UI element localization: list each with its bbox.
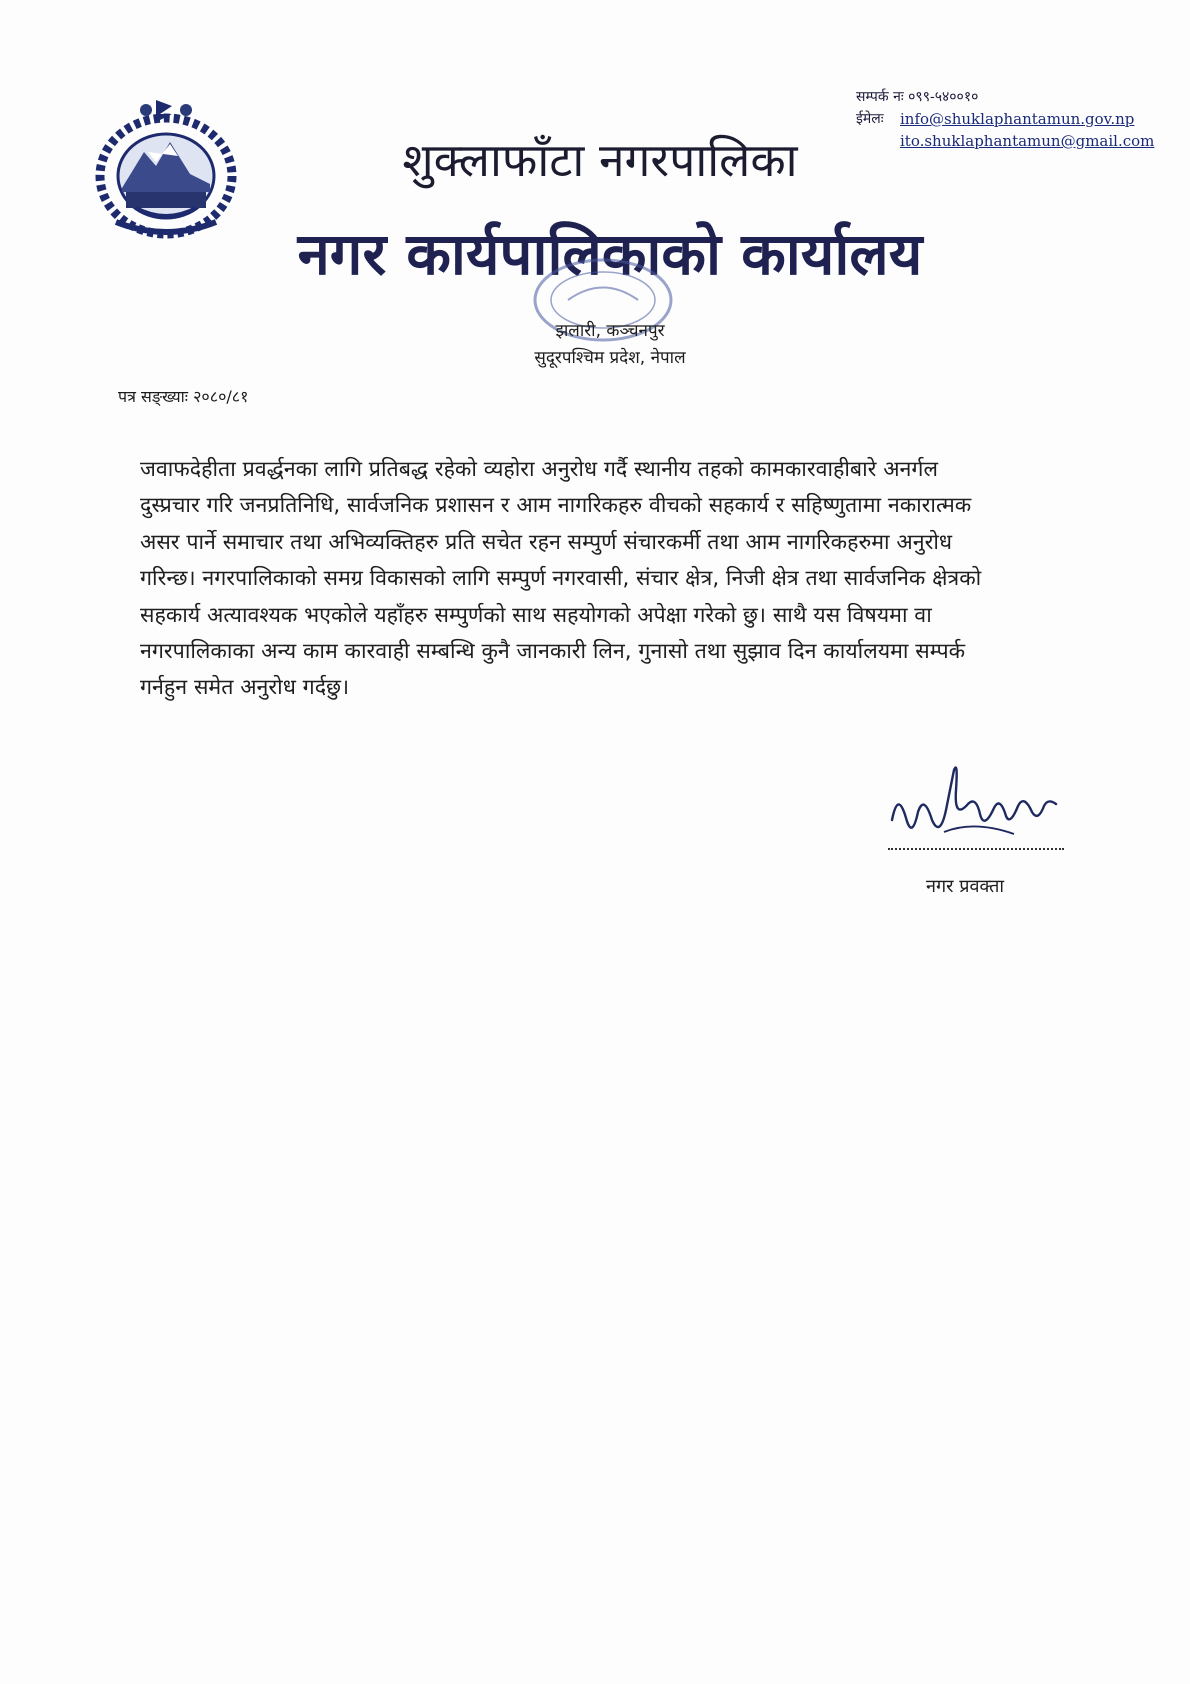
office-name: नगर कार्यपालिकाको कार्यालय [297, 220, 923, 288]
signature-line [888, 848, 1064, 850]
signature-icon [884, 760, 1064, 860]
address-line-2: सुदूरपश्चिम प्रदेश, नेपाल [534, 348, 686, 368]
body-line: जवाफदेहीता प्रवर्द्धनका लागि प्रतिबद्ध रहेको व्यहोरा अनुरोध गर्दै स्थानीय तहको कामकारवाहीबारे अनर्गल [140, 457, 938, 482]
signatory-designation: नगर प्रवक्ता [926, 876, 1005, 897]
address-line-1: झलारी, कञ्चनपुर [555, 321, 665, 341]
email-link-info[interactable]: info@shuklaphantamun.gov.np [900, 110, 1135, 128]
body-line: गरिन्छ। नगरपालिकाको समग्र विकासको लागि सम्पुर्ण नगरवासी, संचार क्षेत्र, निजी क्षेत्र तथा सार्वजनिक क्षेत्रको [140, 566, 982, 592]
body-line: गर्नहुन समेत अनुरोध गर्दछु। [140, 675, 350, 701]
letter-body [140, 452, 1070, 707]
email-label: ईमेलः [856, 111, 884, 127]
email-link-ito[interactable]: ito.shuklaphantamun@gmail.com [900, 132, 1155, 150]
email-list [900, 108, 1154, 152]
body-line: सहकार्य अत्यावश्यक भएकोले यहाँहरु सम्पुर्णको साथ सहयोगको अपेक्षा गरेको छु। साथै यस विषयमा वा [140, 602, 932, 628]
body-line: नगरपालिकाका अन्य काम कारवाही सम्बन्धि कुनै जानकारी लिन, गुनासो तथा सुझाव दिन कार्यालयमा सम्पर्क [140, 639, 966, 665]
contact-phone: सम्पर्क नः ०९९-५४००१० [856, 89, 979, 105]
body-line: दुस्प्रचार गरि जनप्रतिनिधि, सार्वजनिक प्रशासन र आम नागरिकहरु वीचको सहकार्य र सहिष्णुतामा नकारात्मक [140, 493, 972, 519]
office-address [500, 318, 720, 372]
municipality-name: शुक्लाफाँटा नगरपालिका [402, 133, 798, 187]
body-line: असर पार्ने समाचार तथा अभिव्यक्तिहरु प्रति सचेत रहन सम्पुर्ण संचारकर्मी तथा आम नागरिकहरुमा अनुरोध [140, 529, 953, 555]
letter-reference: पत्र सङ्ख्याः २०८०/८१ [118, 387, 249, 406]
